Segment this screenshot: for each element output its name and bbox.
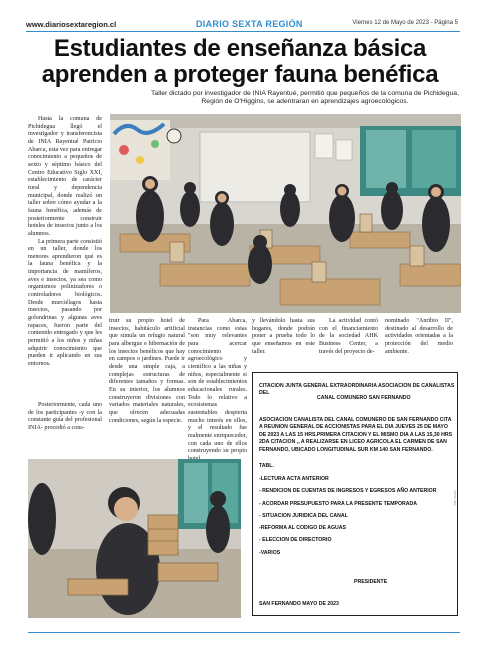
article-column-1-continued: [28, 402, 102, 433]
headline-line-1: Estudiantes de enseñanza básica: [53, 35, 427, 62]
agenda-item: -LECTURA ACTA ANTERIOR: [259, 476, 329, 482]
agenda-item: -VARIOS: [259, 549, 281, 556]
deck-line-2: Región de O'Higgins, se adentraran en aprendizajes agroecológicos.: [201, 98, 409, 105]
classroom-photo-image: [110, 114, 461, 313]
insect-hotel-photo: [28, 459, 241, 618]
agenda-item: - SITUACION JURIDICA DEL CANAL: [259, 512, 348, 519]
header-rule: [26, 31, 460, 32]
site-url[interactable]: www.diariosextaregion.cl: [26, 20, 117, 29]
insect-hotel-photo-image: [28, 459, 241, 618]
headline: [20, 36, 460, 88]
article-paragraph: nominado "Anribio II", destinado al desarrollo de actividades orientadas a la protección del medio ambiente.: [385, 318, 453, 355]
article-column-3: [188, 318, 247, 463]
notice-president: PRESIDENTE: [354, 579, 388, 585]
page-header: [26, 20, 460, 33]
notice-signoff: SAN FERNANDO MAYO DE 2023: [259, 601, 339, 607]
article-column-6: [385, 318, 453, 356]
article-paragraph: La primera parte consistió en un taller, donde los menores aprendieron qué es la fauna benéfica y la importancia de mamíferos, aves e insectos, ya sea como organismos polinizadores o controladores biológicos. Desde murciélagos hasta insectos, pasando por golondrinas y algunas aves rapaces, fueron parte del contenido entregado y que les permitió a los niños y niñas adquirir conocimiento que pueden ir aplicando en sus entornos.: [28, 238, 102, 367]
article-paragraph: Hasta la comuna de Pichidegua llegó el investigador y transferencista de INIA Rayentué Patricio Abarca, esta vez para entregar conocimiento a pequeños de sexto y séptimo básico del Centro Educativo Siglo XXI, establecimiento de carácter rural y dependencia municipal, donde realizó un taller sobre cómo ayudar a la fauna benéfica, además de posteriormente construir hoteles de insectos junto a los alumnos.: [28, 116, 102, 237]
article-column-1: [28, 116, 102, 369]
agenda-item: - ACORDAR PRESUPUESTO PARA LA PRESENTE TEMPORADA: [259, 500, 418, 507]
notice-title-line-1: CITACION JUNTA GENERAL EXTRAORDINARIA ASOCIACION DE CANALISTAS DEL: [259, 383, 455, 397]
footer-rule: [28, 632, 460, 633]
newspaper-brand: DIARIO SEXTA REGIÓN: [196, 19, 303, 29]
deck: [150, 90, 460, 106]
agenda-item: -REFORMA AL CODIGO DE AGUAS: [259, 525, 346, 532]
canal-assembly-notice: [252, 372, 458, 616]
notice-agenda-list: [259, 476, 436, 562]
notice-title-line-2: CANAL COMUNERO SAN FERNANDO: [317, 395, 411, 401]
agenda-item: - ELECCION DE DIRECTORIO: [259, 537, 332, 544]
article-paragraph: La actividad contó con el financiamiento de la sociedad AHK Business Center, a través del proyecto de-: [319, 318, 378, 355]
issue-date: Viernes 12 de Mayo de 2023 - Página 5: [352, 20, 458, 26]
classroom-photo: [110, 114, 461, 313]
notice-body: ASOCIACION CANALISTA DEL CANAL COMUNERO DE SAN FERNANDO CITA A REUNION GENERAL DE ACCIONISTAS PARA EL DIA JUEVES 25 DE MAYO DE 2023 A LAS 15 HRS.PRIMERA CITACION Y EL MISMO DIA A LAS 15,30 HRS 2DA CITACION ,, A REALIZARSE EN LICEO AGRICOLA EL CARMEN DE SAN FERNANDO, UBICADO LONGITUDINAL SUR KM 140 SAN FERNANDO.: [259, 417, 453, 453]
article-paragraph: Para Abarca, instancias como estas "son muy relevantes para acercar conocimiento agroecológico y científico a las niñas y niños, especialmente si son de establecimientos educacionales rurales. Todo lo relativo a ecosistemas sustentables despierta mucho interés en ellos, y el resultado fue realmente enriquecedor, con cada uno de ellos construyendo su propio: [188, 318, 247, 455]
headline-line-2: aprenden a proteger fauna benéfica: [41, 61, 439, 88]
article-column-5: [319, 318, 378, 356]
article-paragraph: Posteriormente, cada uno de los participantes -y con la constante guía del profesional INIA- procedió a cons-: [28, 402, 102, 431]
photo-credit: FOTO: INIA: [453, 490, 457, 506]
article-column-2: [109, 318, 185, 425]
deck-line-1: Taller dictado por investigador de INIA Rayentué, permitió que pequeños de la comuna de Pichidegua,: [151, 90, 459, 97]
agenda-item: - RENDICION DE CUENTAS DE INGRESOS Y EGRESOS AÑO ANTERIOR: [259, 488, 437, 495]
notice-agenda-label: TABL.: [259, 463, 274, 469]
article-paragraph: truir su propio hotel de insectos, habitáculo artificial que simula un refugio natural para albergue e hibernación de los insectos benéficos que hay en campos o jardines. Puede ir desde una simple caja, a complejas estructuras de diferentes tamaños y formas. En su interior, los alumnos construyeron divisiones con variados materiales naturales, que ofrecen adecuadas condiciones, según la especie.: [109, 318, 185, 424]
article-column-4: [252, 318, 315, 356]
article-paragraph: y llevándolo hasta sus hogares, donde podrán poner a prueba todo lo que enseñamos en este taller.: [252, 318, 315, 355]
